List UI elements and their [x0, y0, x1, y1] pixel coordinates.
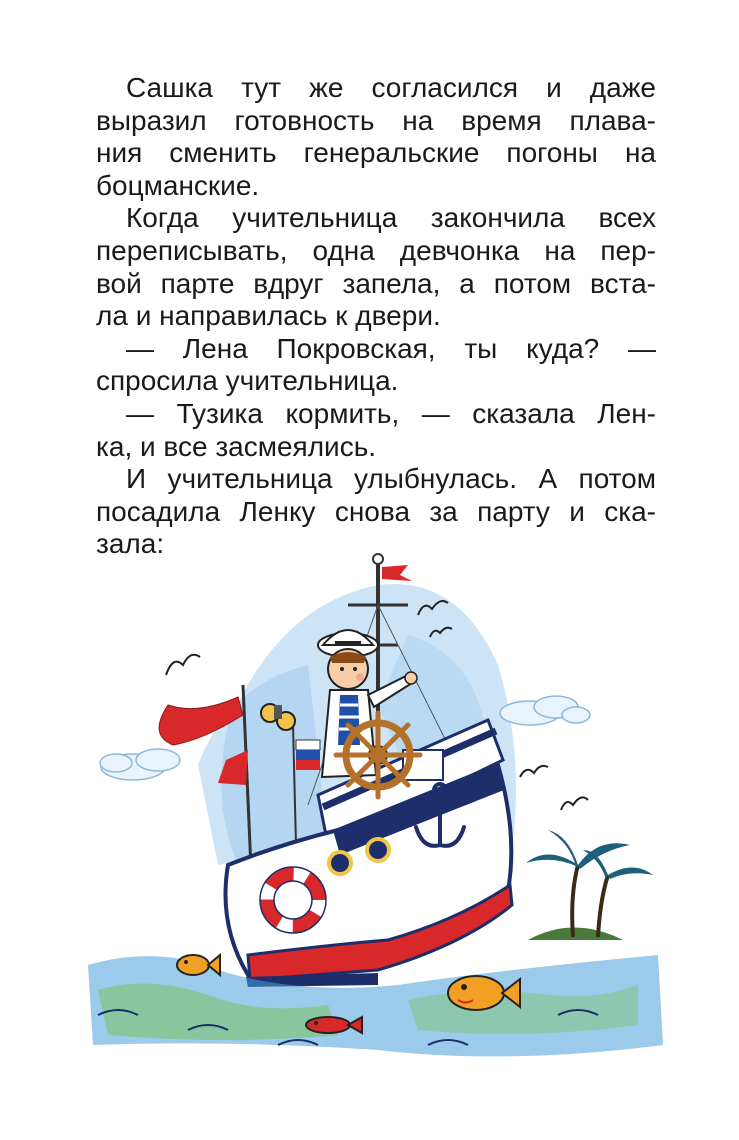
cloud-left	[100, 749, 180, 780]
text-line: ка, и все засмеялись.	[96, 430, 377, 462]
story-text	[96, 72, 656, 561]
text-line: выразил готовность на время плава-	[96, 104, 656, 136]
text-line: посадила Ленку снова за парту и ска-	[96, 495, 656, 527]
text-line: ния сменить генеральские погоны на	[96, 137, 656, 169]
ship-wheel-icon	[336, 713, 420, 797]
cloud-right	[500, 696, 590, 725]
text-line: вой парте вдруг запела, а потом вста-	[96, 267, 656, 299]
text-line: ла и направилась к двери.	[96, 300, 441, 332]
text-line: Сашка тут же согласился и даже	[126, 72, 656, 103]
text-line: Когда учительница закончила всех	[126, 202, 656, 234]
text-line: спросила учительница.	[96, 365, 399, 397]
text-line: боцманские.	[96, 169, 260, 201]
text-line: — Тузика кормить, — сказала Лен-	[126, 397, 656, 429]
text-line: — Лена Покровская, ты куда? —	[126, 332, 656, 364]
palm-island	[526, 830, 653, 940]
text-line: зала:	[96, 528, 165, 560]
text-line: И учительница улыбнулась. А потом	[126, 463, 656, 495]
ship-illustration	[78, 545, 668, 1065]
text-line: переписывать, одна девчонка на пер-	[96, 234, 656, 266]
